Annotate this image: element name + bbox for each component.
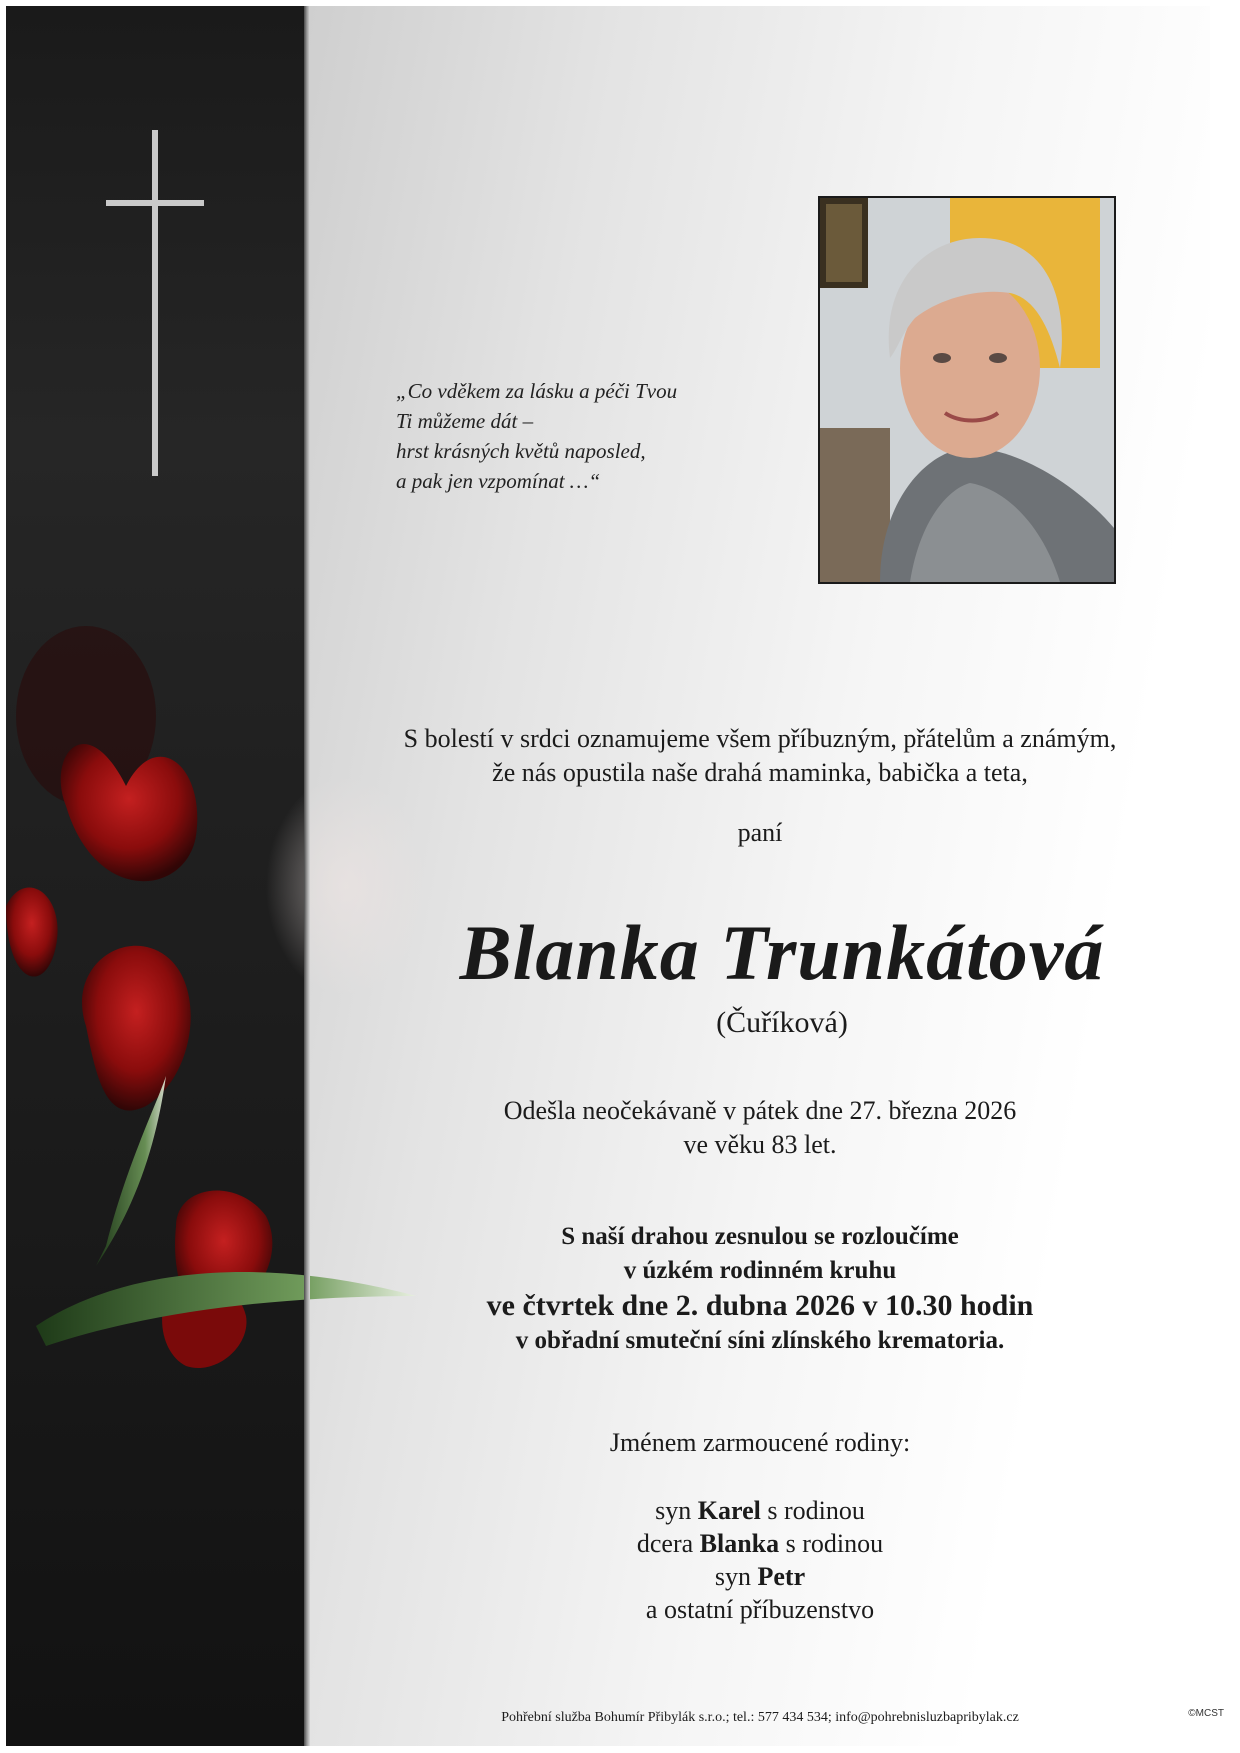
deceased-portrait-photo bbox=[818, 196, 1116, 584]
cross-symbol bbox=[106, 130, 206, 476]
farewell-line: v úzkém rodinném kruhu bbox=[623, 1257, 897, 1284]
family-member: dcera Blanka s rodinou bbox=[636, 1529, 884, 1558]
family-list bbox=[310, 1494, 1210, 1626]
announcement-line: S bolestí v srdci oznamujeme všem příbuzným, přátelům a známým, bbox=[403, 724, 1117, 753]
watermark: ©MCST bbox=[1188, 1708, 1224, 1719]
poem-line: Ti můžeme dát – bbox=[396, 409, 534, 433]
family-member: a ostatní příbuzenstvo bbox=[645, 1595, 875, 1624]
poem-line: a pak jen vzpomínat …“ bbox=[396, 469, 601, 493]
death-details bbox=[310, 1094, 1210, 1162]
memorial-poem bbox=[396, 376, 756, 496]
farewell-line: v obřadní smuteční síni zlínského krematoria. bbox=[515, 1327, 1005, 1354]
family-heading: Jménem zarmoucené rodiny: bbox=[609, 1428, 911, 1457]
deceased-name: Blanka Trunkátová bbox=[459, 909, 1105, 996]
funeral-service-footer: Pohřební služba Bohumír Přibylák s.r.o.; tel.: 577 434 534; info@pohrebnisluzbapribylak.cz bbox=[501, 1710, 1019, 1725]
farewell-details bbox=[310, 1220, 1210, 1358]
family-member: syn Petr bbox=[714, 1562, 806, 1591]
family-member: syn Karel s rodinou bbox=[655, 1496, 865, 1525]
maiden-name: (Čuříková) bbox=[716, 1006, 848, 1039]
obituary-sheet bbox=[6, 6, 1210, 1746]
announcement-text bbox=[310, 722, 1210, 790]
death-line: Odešla neočekávaně v pátek dne 27. března 2026 bbox=[503, 1096, 1017, 1125]
death-line: ve věku 83 let. bbox=[683, 1130, 837, 1159]
poem-line: „Co vděkem za lásku a péči Tvou bbox=[396, 379, 678, 403]
announcement-line: že nás opustila naše drahá maminka, babička a teta, bbox=[492, 758, 1028, 787]
farewell-date-line: ve čtvrtek dne 2. dubna 2026 v 10.30 hodin bbox=[486, 1289, 1034, 1322]
title-word: paní bbox=[737, 818, 783, 847]
farewell-line: S naší drahou zesnulou se rozloučíme bbox=[561, 1223, 959, 1250]
poem-line: hrst krásných květů naposled, bbox=[396, 439, 646, 463]
band-edge-divider bbox=[304, 6, 310, 1746]
